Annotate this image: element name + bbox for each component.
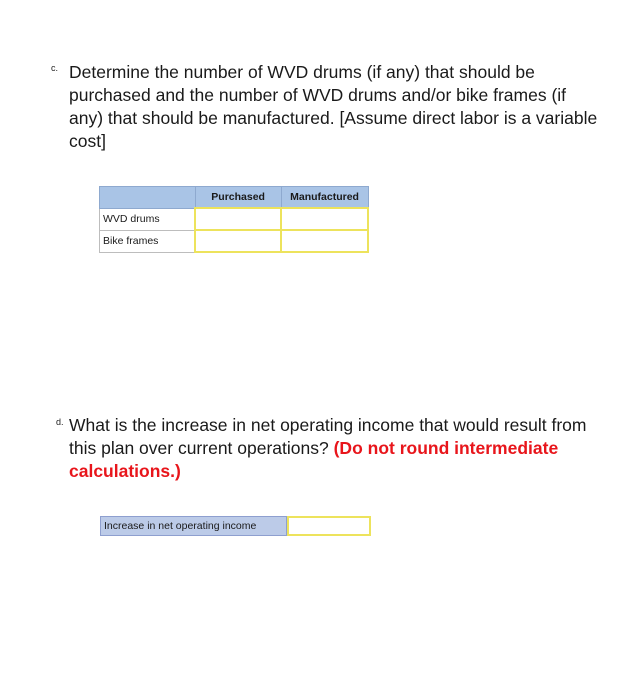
row-label-wvd-drums: WVD drums <box>100 208 196 230</box>
row-label-bike-frames: Bike frames <box>100 230 196 252</box>
part-c-question: Determine the number of WVD drums (if any) that should be purchased and the number of WVD drums and/or bike frames (if any) that should be manufactured. [Assume direct labor is a variable cost] <box>69 62 598 151</box>
increase-income-label: Increase in net operating income <box>100 516 287 536</box>
header-blank <box>100 187 196 209</box>
table-header-row <box>100 187 369 209</box>
purchase-manufacture-table <box>99 186 369 253</box>
wvd-drums-manufactured-input[interactable] <box>282 209 367 229</box>
part-d-question: What is the increase in net operating income that would result from this plan over current operations? <box>69 415 587 458</box>
wvd-drums-purchased-input[interactable] <box>196 209 280 229</box>
wvd-drums-manufactured-cell <box>281 208 368 230</box>
header-purchased: Purchased <box>195 187 281 209</box>
bike-frames-purchased-input[interactable] <box>196 231 280 251</box>
part-d-label: d. <box>56 417 64 427</box>
bike-frames-purchased-cell <box>195 230 281 252</box>
part-c-label: c. <box>51 63 59 73</box>
bike-frames-manufactured-input[interactable] <box>282 231 367 251</box>
table-row <box>100 208 369 230</box>
part-d-question-block <box>69 414 599 483</box>
part-d-note: (Do not round intermediate calculations.) <box>69 438 559 481</box>
table-row <box>100 230 369 252</box>
bike-frames-manufactured-cell <box>281 230 368 252</box>
increase-income-row <box>100 516 371 536</box>
header-manufactured: Manufactured <box>281 187 368 209</box>
wvd-drums-purchased-cell <box>195 208 281 230</box>
increase-income-input[interactable] <box>287 516 371 536</box>
